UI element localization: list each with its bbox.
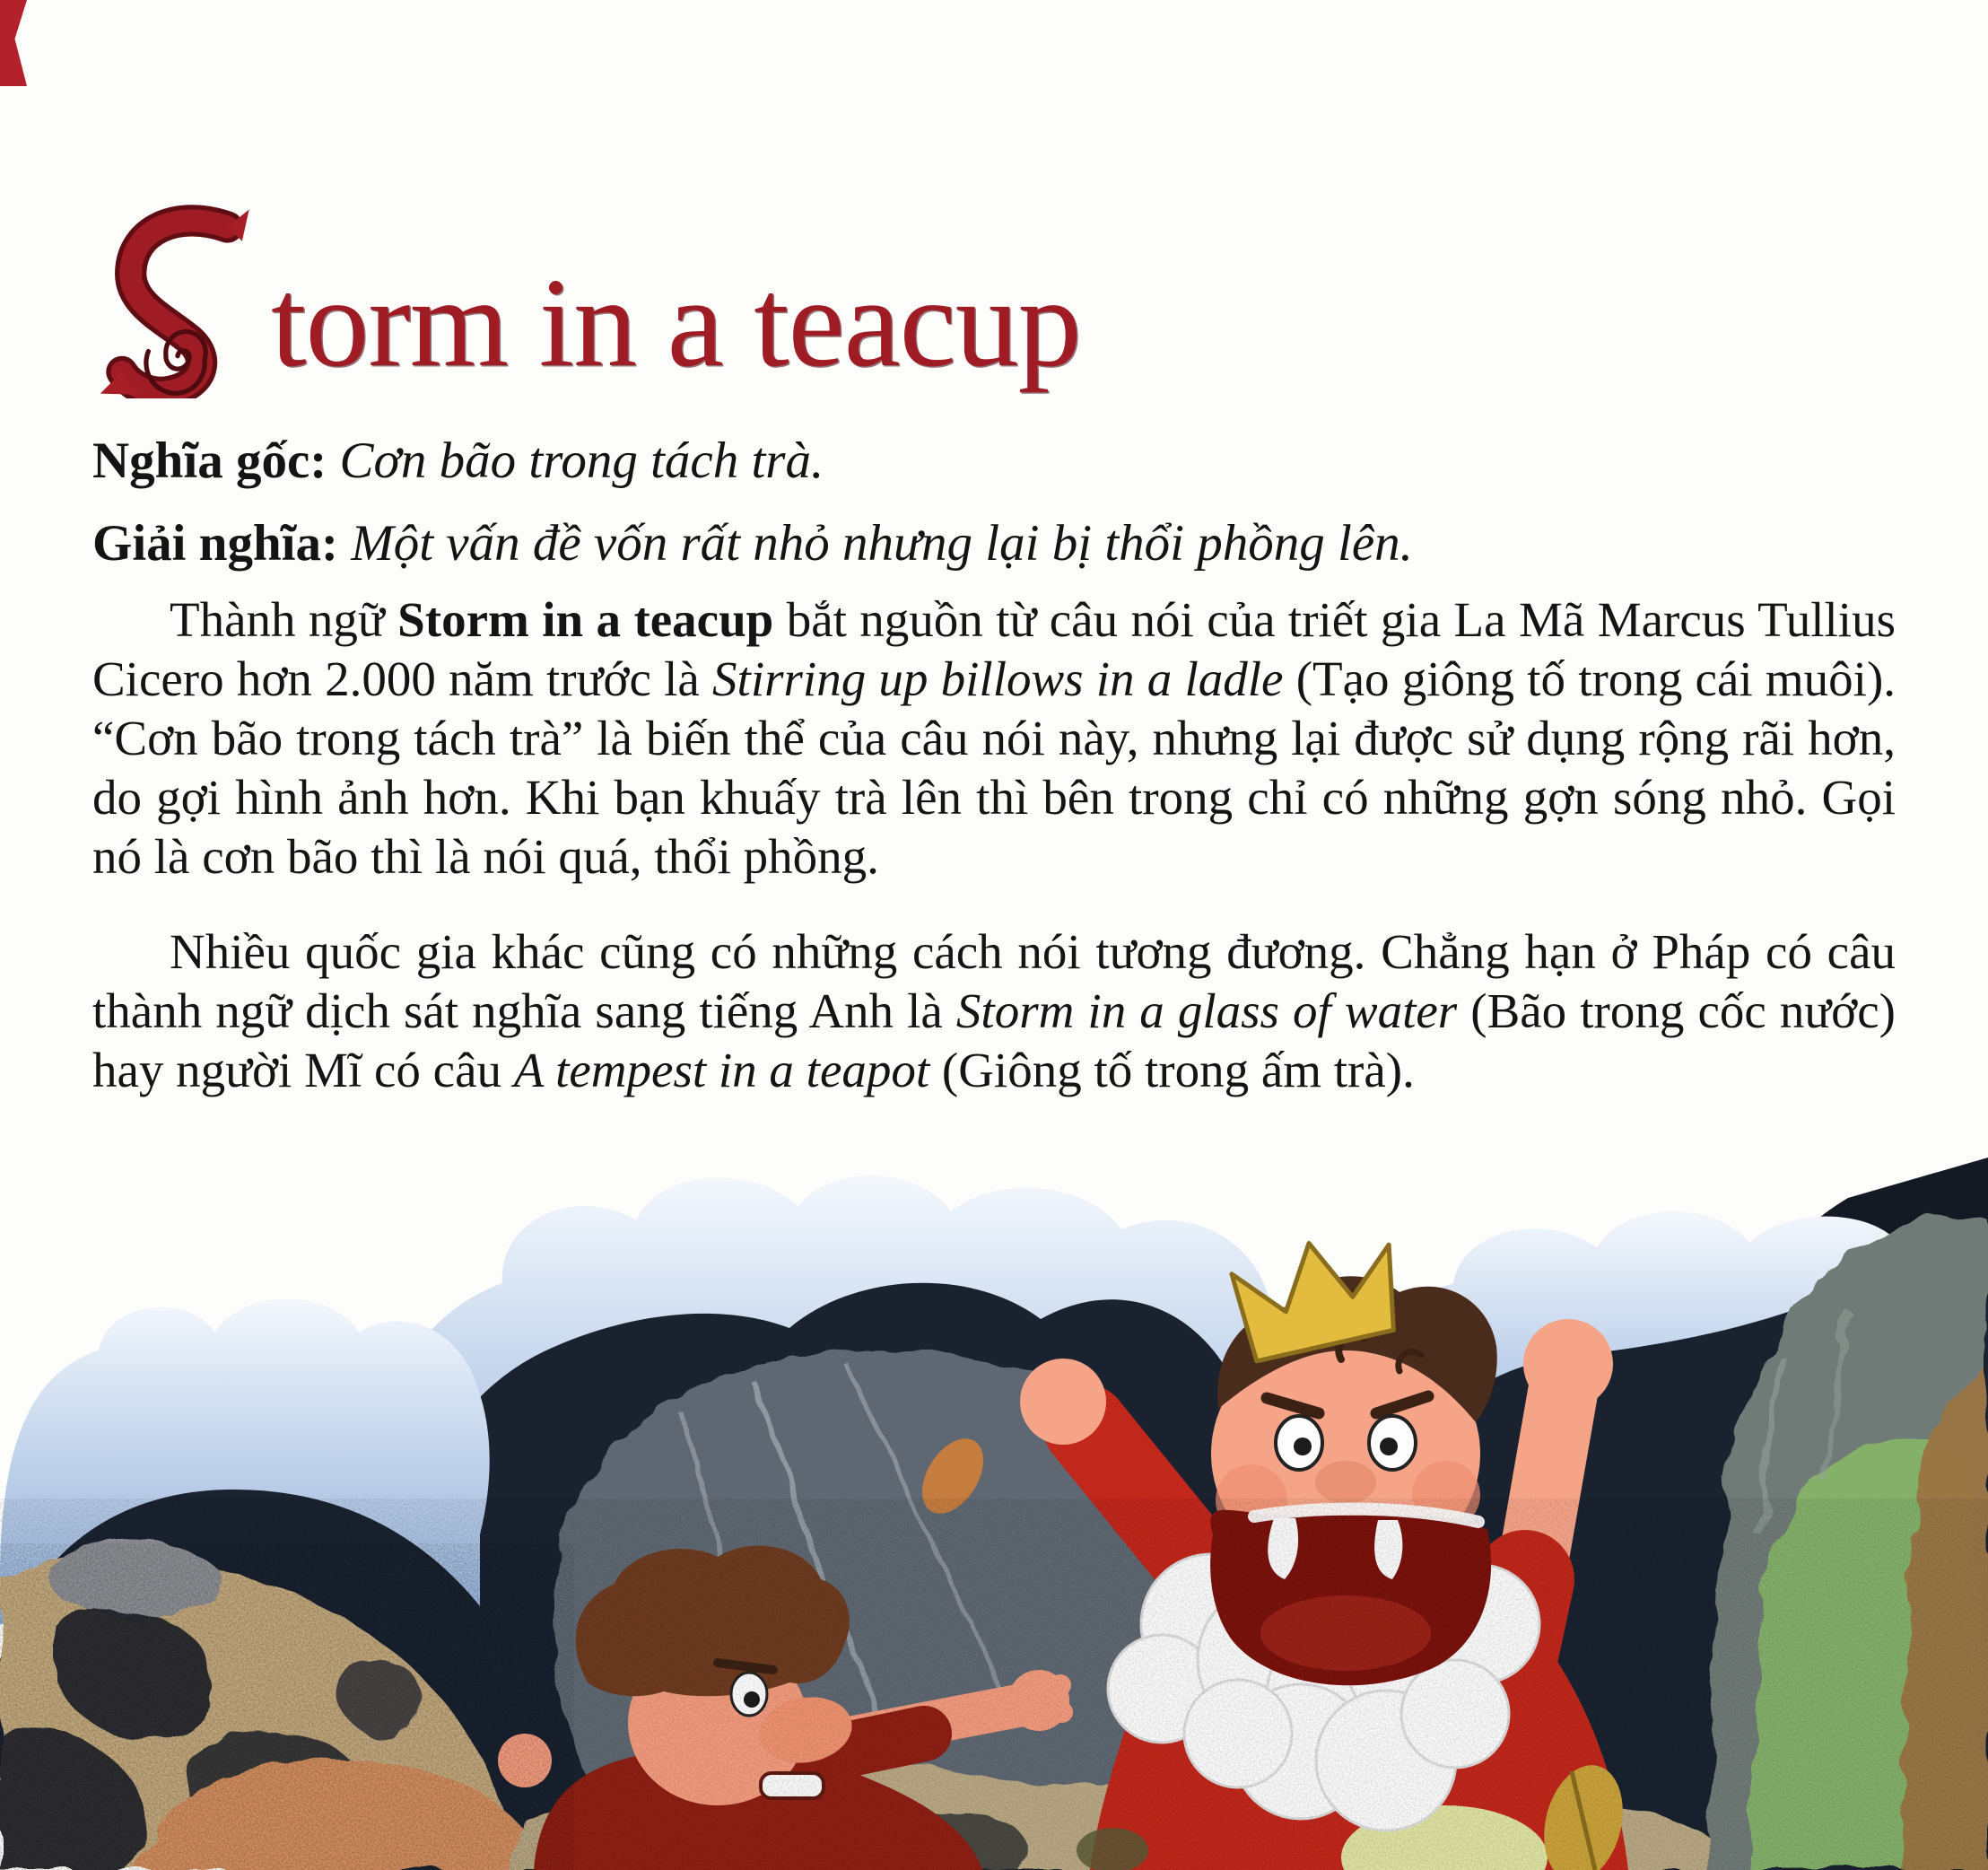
definition-line [92, 502, 1896, 585]
page-title [90, 205, 1081, 398]
definition-label: Giải nghĩa: [92, 515, 338, 572]
paragraph [92, 590, 1896, 887]
quote-italic-run: A tempest in a teapot [513, 1043, 930, 1097]
definition-line [92, 420, 1896, 502]
quote-italic-run: Storm in a glass of water [955, 983, 1458, 1038]
page-corner-mark [0, 0, 27, 86]
definitions-block [92, 420, 1896, 586]
paragraph [92, 922, 1896, 1100]
quote-italic-run: Stirring up billows in a ladle [712, 651, 1284, 706]
text-run: Nhiều quốc gia khác cũng có những cách nói tương đương. Chẳng hạn ở Pháp có câu thành ngữ dịch sát nghĩa sang tiếng Anh là [92, 924, 1896, 1038]
body-text [92, 590, 1896, 1136]
texture-overlay-left [0, 1543, 574, 1870]
text-run: (Giông tố trong ấm trà). [929, 1043, 1415, 1097]
text-run: bắt nguồn từ câu nói của triết gia La Mã Marcus Tullius Cicero hơn 2.000 năm trước là [92, 592, 1896, 706]
idiom-bold-run: Storm in a teacup [397, 592, 774, 647]
storm-illustration [0, 1158, 1988, 1870]
page-title-text: torm in a teacup [271, 251, 1081, 393]
decorative-initial-s-icon [90, 205, 266, 398]
text-run: (Tạo giông tố trong cái muôi). “Cơn bão trong tách trà” là biến thể của câu nói này, nhưng lại được sử dụng rộng rãi hơn, do gợi hình ảnh hơn. Khi bạn khuấy trà lên thì bên trong chỉ có những gợn sóng nhỏ. Gọi nó là cơn bão thì là nói quá, thổi phồng. [92, 651, 1896, 884]
definition-text: Một vấn đề vốn rất nhỏ nhưng lại bị thổi phồng lên. [351, 515, 1413, 572]
definition-text: Cơn bão trong tách trà. [339, 433, 824, 489]
text-run: (Bão trong cốc nước) hay người Mĩ có câu [92, 983, 1896, 1097]
text-run: Thành ngữ [170, 592, 398, 647]
definition-label: Nghĩa gốc: [92, 433, 327, 489]
